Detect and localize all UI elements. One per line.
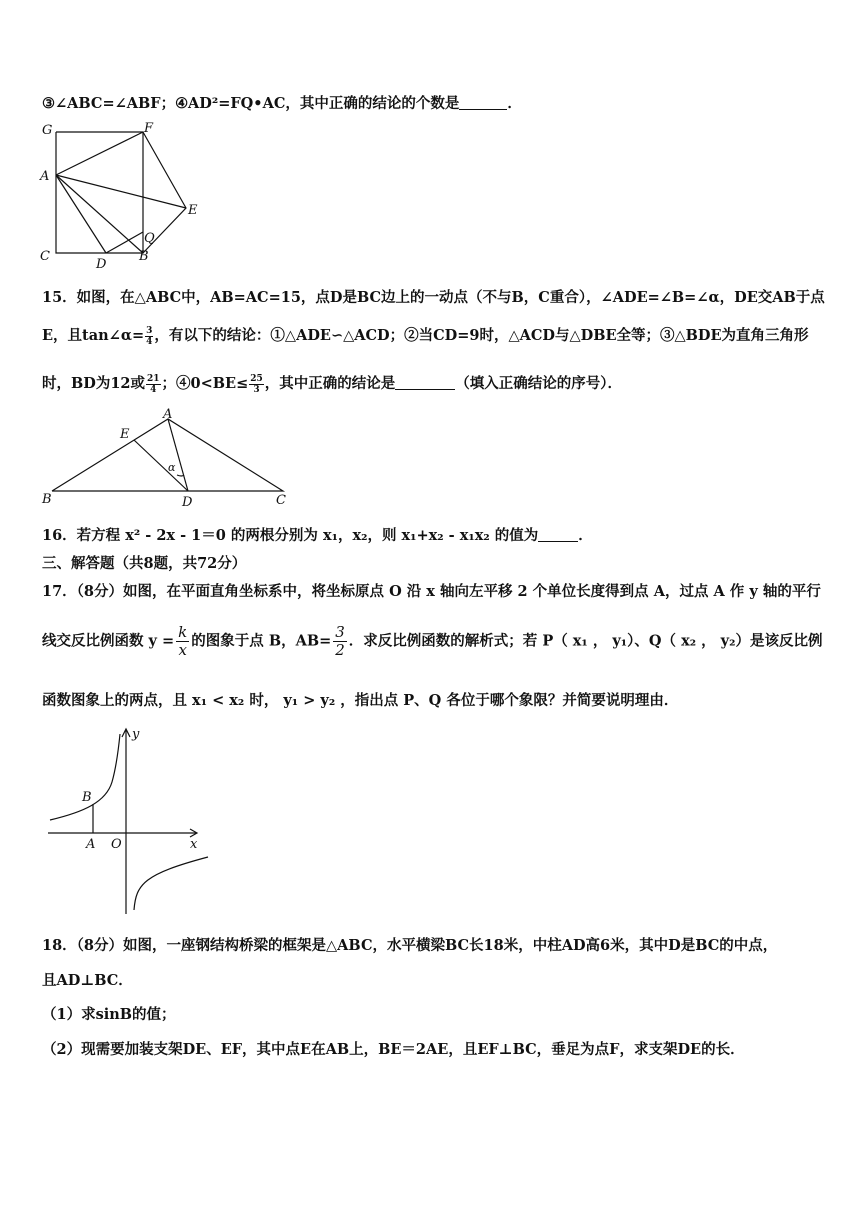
fraction-denominator: 4 xyxy=(150,384,157,395)
q17-line3: 函数图象上的两点，且 x₁ < x₂ 时， y₁ > y₂ ，指出点 P、Q 各位于哪个象限？并简要说明理由． xyxy=(42,692,679,709)
q17-line2-b: 的图象于点 B，AB= xyxy=(191,632,332,650)
fraction-numerator: 3 xyxy=(335,623,345,641)
label-A: A xyxy=(163,407,173,422)
q18-line2: 且AD⊥BC． xyxy=(42,972,133,989)
fraction-denominator: 3 xyxy=(253,384,260,395)
q15-line2 xyxy=(42,324,809,347)
q15-line3 xyxy=(42,372,622,395)
q15-line3-d: （填入正确结论的序号）． xyxy=(455,375,623,392)
fraction-numerator: 21 xyxy=(147,373,160,384)
q16-end: ． xyxy=(578,527,593,544)
label-F: F xyxy=(144,121,154,136)
label-O: O xyxy=(111,837,122,852)
q15-line2-a: E，且tan∠α= xyxy=(42,327,145,344)
q17-line1: 17．（8分）如图，在平面直角坐标系中，将坐标原点 O 沿 x 轴向左平移 2 个单位长度得到点 A，过点 A 作 y 轴的平行 xyxy=(42,583,821,600)
label-E: E xyxy=(188,203,198,218)
label-A: A xyxy=(86,837,96,852)
label-D: D xyxy=(182,495,193,510)
label-D: D xyxy=(96,257,107,272)
q17-line2 xyxy=(42,624,822,659)
be-fraction xyxy=(249,374,264,395)
label-C: C xyxy=(40,249,50,264)
answer-blank xyxy=(538,527,578,542)
figure-square-geometry xyxy=(38,120,213,270)
label-C: C xyxy=(276,493,286,508)
q18-part1: （1）求sinB的值； xyxy=(42,1006,176,1023)
label-Q: Q xyxy=(144,231,155,246)
label-B: B xyxy=(139,249,149,264)
label-B: B xyxy=(82,790,92,805)
k-over-x-fraction xyxy=(176,624,189,659)
fraction-numerator: 25 xyxy=(250,373,263,384)
fraction-denominator: 2 xyxy=(335,641,345,659)
fraction-denominator: 4 xyxy=(146,336,153,347)
fraction-denominator: x xyxy=(178,641,187,659)
label-G: G xyxy=(42,123,53,138)
label-E: E xyxy=(120,427,130,442)
q15-line3-c: ，其中正确的结论是 xyxy=(264,375,396,392)
q15-line3-a: 时，BD为12或 xyxy=(42,375,146,392)
q17-line2-a: 线交反比例函数 y = xyxy=(42,632,175,650)
label-alpha: α xyxy=(168,461,176,474)
q16-text: 16．若方程 x² - 2x - 1＝0 的两根分别为 x₁，x₂，则 x₁+x₂ - x₁x₂ 的值为 xyxy=(42,527,539,544)
label-B: B xyxy=(42,492,52,507)
q15-line3-b: ；④0<BE≤ xyxy=(161,375,249,392)
bd-fraction xyxy=(146,374,161,395)
fraction-numerator: k xyxy=(178,623,188,641)
q15-line2-b: ，有以下的结论：①△ADE∽△ACD；②当CD=9时，△ACD与△DBE全等；③△BDE为直角三角形 xyxy=(154,327,809,344)
q14-text: ③∠ABC=∠ABF；④AD²=FQ•AC，其中正确的结论的个数是 xyxy=(42,95,460,112)
ab-fraction xyxy=(333,624,347,659)
label-y: y xyxy=(132,727,140,742)
figure-triangle-abc xyxy=(40,405,300,510)
q14-statement xyxy=(42,92,522,113)
q18-part2: （2）现需要加装支架DE、EF，其中点E在AB上，BE＝2AE，且EF⊥BC，垂足为点F，求支架DE的长． xyxy=(42,1041,745,1058)
label-x: x xyxy=(190,837,198,852)
section-heading: 三、解答题（共8题，共72分） xyxy=(42,555,247,572)
tan-fraction xyxy=(145,326,153,347)
q17-line2-c: ．求反比例函数的解析式；若 P（ x₁ ， y₁）、Q（ x₂ ， y₂）是该反比例 xyxy=(348,632,823,650)
label-A: A xyxy=(40,169,50,184)
figure-inverse-function xyxy=(44,724,219,919)
answer-blank xyxy=(459,95,507,110)
fraction-numerator: 3 xyxy=(146,325,153,336)
q18-line1: 18．（8分）如图，一座钢结构桥梁的框架是△ABC，水平横梁BC长18米，中柱AD高6米，其中D是BC的中点， xyxy=(42,937,778,954)
q14-end: ． xyxy=(507,95,522,112)
q15-line1: 15．如图，在△ABC中，AB=AC=15，点D是BC边上的一动点（不与B，C重合），∠ADE=∠B=∠α，DE交AB于点 xyxy=(42,289,825,306)
answer-blank xyxy=(395,375,455,390)
q16-statement xyxy=(42,524,593,545)
